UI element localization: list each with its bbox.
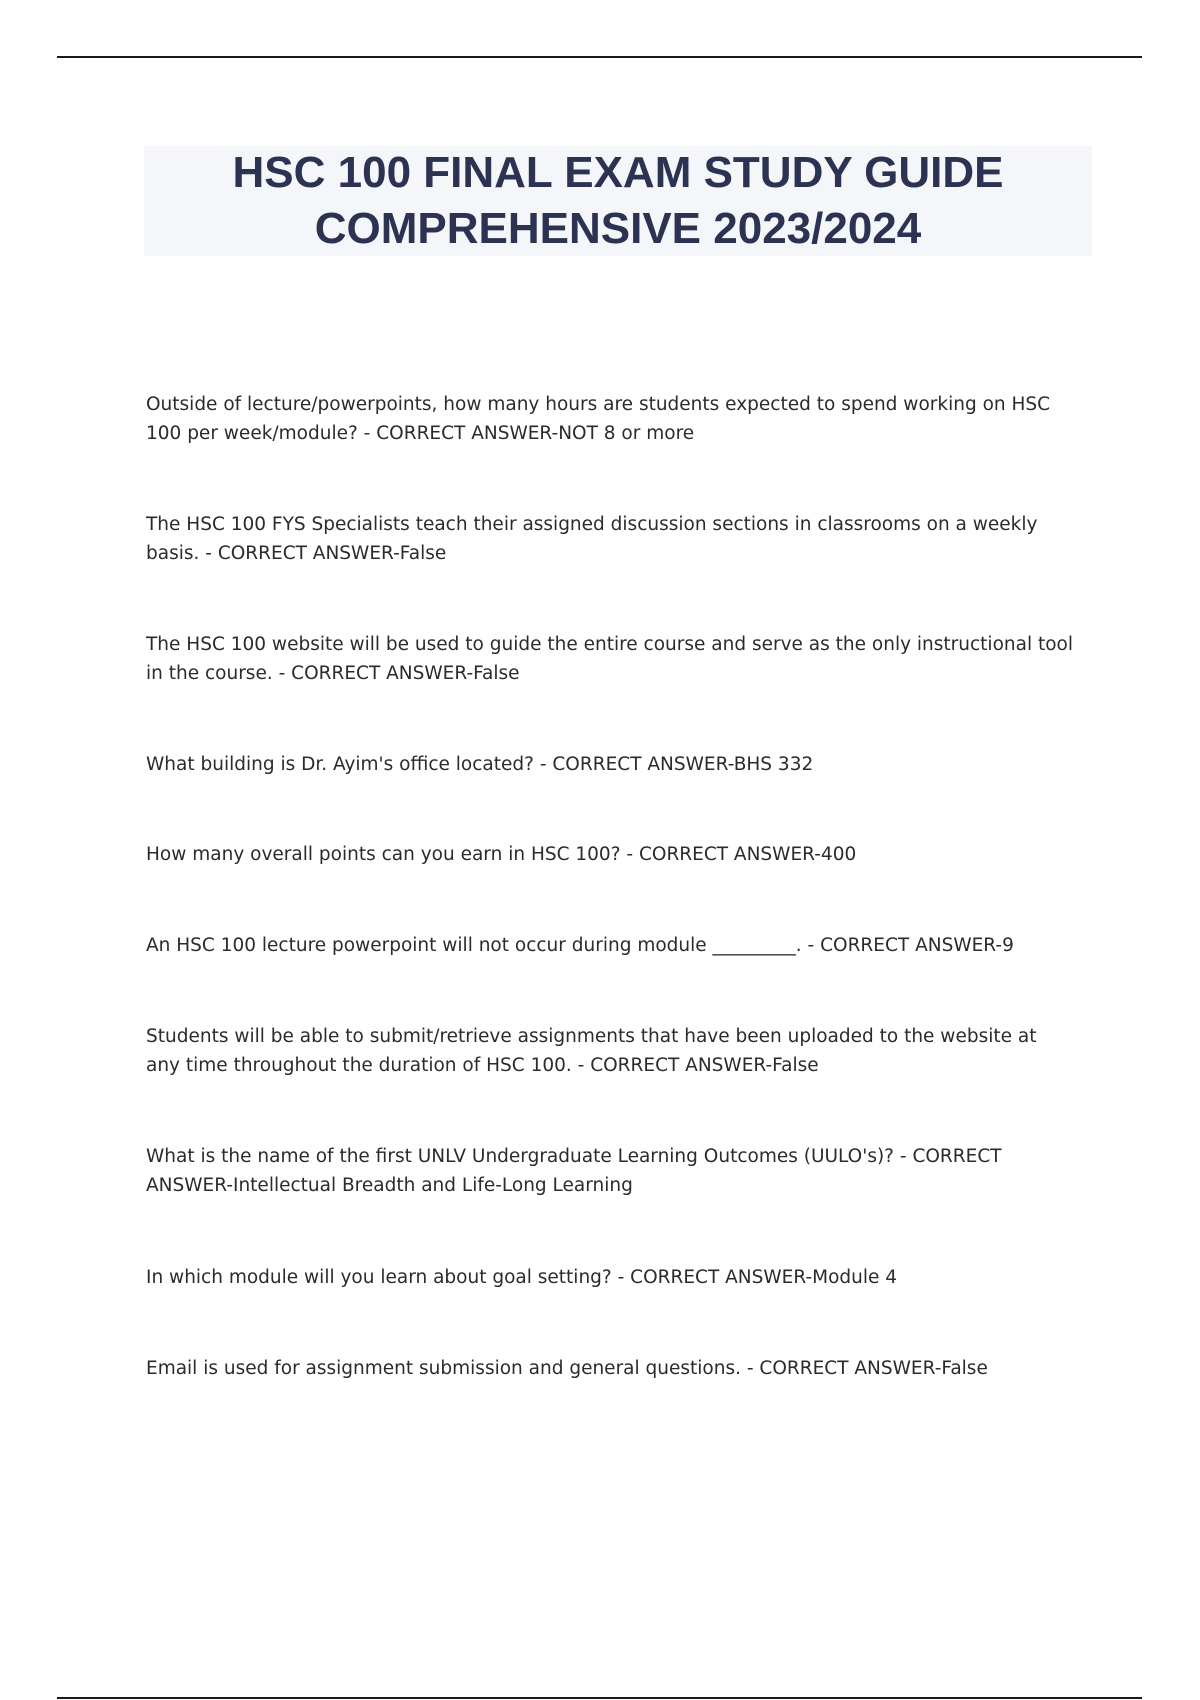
- qa-item-4: What building is Dr. Ayim's office located? - CORRECT ANSWER-BHS 332: [146, 754, 814, 775]
- qa-item-2: The HSC 100 FYS Specialists teach their assigned discussion sections in classrooms on a weekly basis. - CORRECT ANSWER-False: [146, 514, 1038, 564]
- header-rule: [57, 56, 1142, 58]
- page-title: [233, 145, 1004, 257]
- footer-rule: [57, 1697, 1142, 1699]
- qa-item-9: In which module will you learn about goal setting? - CORRECT ANSWER-Module 4: [146, 1267, 898, 1288]
- qa-item-6: An HSC 100 lecture powerpoint will not occur during module _________. - CORRECT ANSWER-9: [146, 935, 1014, 956]
- title-line-2: COMPREHENSIVE 2023/2024: [314, 204, 922, 253]
- qa-item-8: What is the name of the first UNLV Undergraduate Learning Outcomes (UULO's)? - CORRECT ANSWER-Intellectual Breadth and Life-Long Learning: [146, 1146, 1002, 1196]
- qa-item-1: Outside of lecture/powerpoints, how many hours are students expected to spend working on HSC 100 per week/module? - CORRECT ANSWER-NOT 8 or more: [146, 394, 1051, 444]
- qa-item-7: Students will be able to submit/retrieve assignments that have been uploaded to the website at any time throughout the duration of HSC 100. - CORRECT ANSWER-False: [146, 1026, 1037, 1076]
- title-line-1: HSC 100 FINAL EXAM STUDY GUIDE: [232, 148, 1004, 197]
- qa-item-5: How many overall points can you earn in HSC 100? - CORRECT ANSWER-400: [146, 844, 857, 865]
- title-banner: [144, 146, 1092, 256]
- qa-item-10: Email is used for assignment submission and general questions. - CORRECT ANSWER-False: [146, 1358, 988, 1379]
- qa-item-3: The HSC 100 website will be used to guide the entire course and serve as the only instructional tool in the course. - CORRECT ANSWER-False: [146, 634, 1073, 684]
